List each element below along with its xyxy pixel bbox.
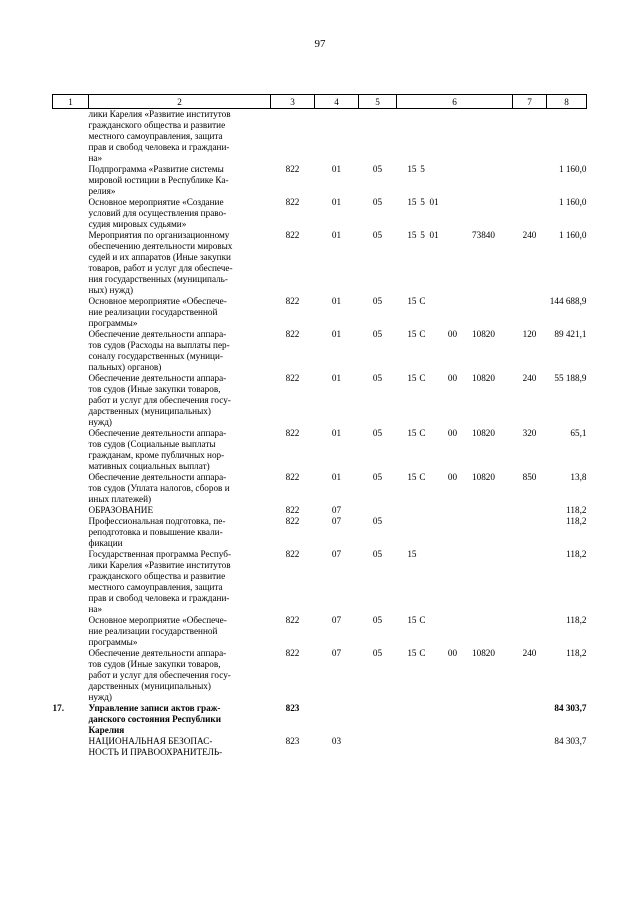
- description-line: прав и свобод человека и граждани-: [88, 142, 230, 152]
- row-description: [89, 373, 271, 428]
- amount: 118,2: [566, 516, 587, 526]
- description-line: программы»: [88, 637, 138, 647]
- department-code: 822: [285, 197, 300, 207]
- target-code-part: 15: [407, 329, 417, 339]
- expense-type-code: [513, 516, 547, 549]
- description-line: гражданам, кроме публичных нор-: [88, 450, 225, 460]
- section-code: 01: [331, 197, 342, 207]
- target-code-part: С: [419, 296, 426, 306]
- row-number: [53, 164, 89, 197]
- row-description: [89, 736, 271, 758]
- description-line: Основное мероприятие «Создание: [88, 197, 224, 207]
- description-line: Карелия: [88, 725, 125, 735]
- table-row: [53, 648, 587, 703]
- row-description: [89, 505, 271, 516]
- header-cell: 8: [547, 95, 587, 109]
- row-number: [53, 516, 89, 549]
- target-article-code: [397, 703, 513, 736]
- department-code: [271, 109, 315, 165]
- description-line: пальных) органов): [88, 362, 162, 372]
- amount: 118,2: [566, 615, 587, 625]
- description-line: Обеспечение деятельности аппара-: [88, 648, 227, 658]
- row-number: [53, 329, 89, 373]
- target-code-part: [464, 296, 504, 307]
- description-line: соналу государственных (муници-: [88, 351, 223, 361]
- budget-table: [52, 94, 587, 758]
- subsection-code: [359, 505, 397, 516]
- description-line: дарственных (муниципальных): [88, 681, 211, 691]
- target-code-part: 01: [429, 197, 439, 207]
- row-number: [53, 373, 89, 428]
- target-code-part: [429, 164, 442, 175]
- table-row: [53, 197, 587, 230]
- description-line: иных платежей): [88, 494, 152, 504]
- description-line: НАЦИОНАЛЬНАЯ БЕЗОПАС-: [88, 736, 213, 746]
- target-article-code: [397, 197, 513, 230]
- amount: 118,2: [566, 648, 587, 658]
- amount: 65,1: [570, 428, 587, 438]
- expense-type-code: 240: [522, 648, 537, 658]
- expense-type-code: [513, 296, 547, 329]
- section-code: 07: [331, 549, 342, 559]
- department-code: 822: [285, 549, 300, 559]
- description-line: Обеспечение деятельности аппара-: [88, 472, 227, 482]
- row-description: [89, 472, 271, 505]
- department-code: 822: [285, 428, 300, 438]
- expense-type-code: [513, 615, 547, 648]
- section-code: 01: [331, 329, 342, 339]
- section-code: 07: [331, 615, 342, 625]
- row-description: [89, 428, 271, 472]
- section-code: 01: [331, 164, 342, 174]
- section-code: 07: [331, 648, 342, 658]
- target-code-part: 15: [407, 373, 417, 383]
- header-cell: 2: [89, 95, 271, 109]
- row-description: [89, 296, 271, 329]
- target-code-part: [429, 648, 442, 659]
- header-cell: 7: [513, 95, 547, 109]
- target-code-part: 15: [407, 549, 417, 559]
- description-line: гражданского общества и развитие: [88, 120, 226, 130]
- description-line: ние реализации государственной: [88, 307, 218, 317]
- description-line: дарственных (муниципальных): [88, 406, 211, 416]
- table-row: [53, 164, 587, 197]
- row-number: [53, 428, 89, 472]
- department-code: 822: [285, 648, 300, 658]
- subsection-code: 05: [372, 549, 383, 559]
- header-cell: 4: [315, 95, 359, 109]
- target-article-code: [397, 472, 513, 505]
- description-line: местного самоуправления, защита: [88, 131, 223, 141]
- table-row: [53, 472, 587, 505]
- description-line: Обеспечение деятельности аппара-: [88, 373, 227, 383]
- subsection-code: 05: [372, 373, 383, 383]
- subsection-code: 05: [372, 164, 383, 174]
- target-code-part: 5: [420, 164, 425, 174]
- target-article-code: [397, 296, 513, 329]
- subsection-code: 05: [372, 230, 383, 240]
- department-code: 822: [285, 296, 300, 306]
- target-code-part: 00: [447, 373, 458, 383]
- amount: [547, 109, 587, 165]
- description-line: Обеспечение деятельности аппара-: [88, 428, 227, 438]
- target-article-code: [397, 428, 513, 472]
- subsection-code: 05: [372, 472, 383, 482]
- description-line: мировой юстиции в Республике Ка-: [88, 175, 229, 185]
- target-code-part: [417, 549, 429, 560]
- target-article-code: [397, 648, 513, 703]
- row-number: [53, 549, 89, 615]
- target-code-part: 15: [407, 197, 417, 207]
- section-code: 07: [331, 516, 342, 526]
- expense-type-code: 850: [522, 472, 537, 482]
- subsection-code: 05: [372, 329, 383, 339]
- description-line: реподготовка и повышение квали-: [88, 527, 223, 537]
- target-article-code: [397, 329, 513, 373]
- amount: 55 188,9: [554, 373, 587, 383]
- row-number: [53, 648, 89, 703]
- description-line: работ и услуг для обеспечения госу-: [88, 395, 231, 405]
- description-line: НОСТЬ И ПРАВООХРАНИТЕЛЬ-: [88, 747, 223, 757]
- target-code-part: С: [419, 648, 426, 658]
- table-row: [53, 549, 587, 615]
- target-article-code: [397, 109, 513, 165]
- description-line: Подпрограмма «Развитие системы: [88, 164, 224, 174]
- row-description: [89, 615, 271, 648]
- expense-type-code: 320: [522, 428, 537, 438]
- row-description: [89, 703, 271, 736]
- description-line: Профессиональная подготовка, пе-: [88, 516, 226, 526]
- target-code-part: 00: [447, 472, 458, 482]
- description-line: Основное мероприятие «Обеспече-: [88, 615, 227, 625]
- row-number: [53, 197, 89, 230]
- description-line: на»: [88, 153, 103, 163]
- description-line: тов судов (Уплата налогов, сборов и: [88, 483, 230, 493]
- target-code-part: [442, 197, 464, 208]
- target-article-code: [397, 505, 513, 516]
- row-description: [89, 109, 271, 165]
- target-code-part: [442, 296, 464, 307]
- target-code-part: [442, 164, 464, 175]
- subsection-code: 05: [372, 516, 383, 526]
- description-line: условий для осуществления право-: [88, 208, 227, 218]
- subsection-code: [359, 109, 397, 165]
- subsection-code: 05: [372, 428, 383, 438]
- amount: 84 303,7: [554, 703, 587, 713]
- target-code-part: 10820: [472, 428, 495, 438]
- description-line: обеспечению деятельности мировых: [88, 241, 233, 251]
- description-line: Мероприятия по организационному: [88, 230, 230, 240]
- target-code-part: 10820: [472, 648, 495, 658]
- table-row: [53, 516, 587, 549]
- target-code-part: [442, 615, 464, 626]
- department-code: 822: [285, 329, 300, 339]
- section-code: 01: [331, 428, 342, 438]
- target-code-part: 15: [407, 230, 417, 240]
- expense-type-code: [513, 736, 547, 758]
- target-code-part: С: [419, 373, 426, 383]
- amount: 13,8: [570, 472, 587, 482]
- description-line: гражданского общества и развитие: [88, 571, 226, 581]
- description-line: на»: [88, 604, 103, 614]
- row-description: [89, 230, 271, 296]
- department-code: 822: [285, 230, 300, 240]
- description-line: лики Карелия «Развитие институтов: [88, 560, 231, 570]
- expense-type-code: [513, 164, 547, 197]
- row-number: [53, 109, 89, 165]
- subsection-code: 05: [372, 648, 383, 658]
- header-cell: 1: [53, 95, 89, 109]
- header-cell: 3: [271, 95, 315, 109]
- table-row: [53, 230, 587, 296]
- target-code-part: 15: [407, 164, 417, 174]
- target-code-part: 10820: [472, 373, 495, 383]
- table-body: [53, 109, 587, 759]
- description-line: тов судов (Иные закупки товаров,: [88, 384, 221, 394]
- description-line: ние реализации государственной: [88, 626, 218, 636]
- row-number: [53, 230, 89, 296]
- row-description: [89, 164, 271, 197]
- section-code: 01: [331, 230, 342, 240]
- description-line: товаров, работ и услуг для обеспече-: [88, 263, 233, 273]
- section-code: 01: [331, 296, 342, 306]
- description-line: Государственная программа Респуб-: [88, 549, 232, 559]
- target-code-part: С: [419, 428, 426, 438]
- department-code: 822: [285, 373, 300, 383]
- target-code-part: 00: [447, 428, 458, 438]
- description-line: программы»: [88, 318, 138, 328]
- description-line: ных) нужд): [88, 285, 134, 295]
- amount: 144 688,9: [549, 296, 587, 306]
- row-description: [89, 516, 271, 549]
- description-line: лики Карелия «Развитие институтов: [88, 109, 231, 119]
- target-article-code: [397, 516, 513, 549]
- description-line: тов судов (Расходы на выплаты пер-: [88, 340, 230, 350]
- description-line: Основное мероприятие «Обеспече-: [88, 296, 227, 306]
- expense-type-code: [513, 549, 547, 615]
- target-code-part: 01: [429, 230, 439, 240]
- target-code-part: [429, 428, 442, 439]
- row-description: [89, 549, 271, 615]
- row-description: [89, 648, 271, 703]
- row-number: [53, 296, 89, 329]
- description-line: фикации: [88, 538, 123, 548]
- expense-type-code: [513, 109, 547, 165]
- table-row: [53, 428, 587, 472]
- department-code: 822: [285, 472, 300, 482]
- target-article-code: [397, 736, 513, 758]
- target-code-part: [442, 549, 464, 560]
- expense-type-code: 240: [522, 373, 537, 383]
- target-code-part: 15: [407, 296, 417, 306]
- table-row: [53, 703, 587, 736]
- row-description: [89, 329, 271, 373]
- target-code-part: 15: [407, 615, 417, 625]
- section-code: [315, 109, 359, 165]
- row-number: [53, 736, 89, 758]
- description-line: ОБРАЗОВАНИЕ: [88, 505, 154, 515]
- description-line: ния государственных (муниципаль-: [88, 274, 228, 284]
- expense-type-code: [513, 505, 547, 516]
- table-row: [53, 109, 587, 165]
- department-code: 823: [285, 736, 300, 746]
- target-code-part: 73840: [472, 230, 495, 240]
- target-code-part: 15: [407, 472, 417, 482]
- amount: 1 160,0: [558, 230, 587, 240]
- description-line: нужд): [88, 692, 112, 702]
- description-line: тов судов (Иные закупки товаров,: [88, 659, 221, 669]
- target-code-part: [429, 296, 442, 307]
- amount: 118,2: [566, 549, 587, 559]
- description-line: Обеспечение деятельности аппара-: [88, 329, 227, 339]
- target-code-part: [464, 549, 504, 560]
- target-code-part: С: [419, 329, 426, 339]
- target-code-part: [429, 373, 442, 384]
- header-cell: 6: [397, 95, 513, 109]
- row-number: [53, 505, 89, 516]
- row-number: 17.: [52, 703, 64, 713]
- target-code-part: С: [419, 472, 426, 482]
- row-number: [53, 615, 89, 648]
- target-article-code: [397, 373, 513, 428]
- table-row: [53, 505, 587, 516]
- description-line: судей и их аппаратов (Иные закупки: [88, 252, 231, 262]
- expense-type-code: [513, 703, 547, 736]
- table-row: [53, 615, 587, 648]
- expense-type-code: 240: [522, 230, 537, 240]
- department-code: 822: [285, 615, 300, 625]
- row-description: [89, 197, 271, 230]
- section-code: [315, 703, 359, 736]
- table-row: [53, 329, 587, 373]
- target-code-part: [429, 472, 442, 483]
- target-article-code: [397, 164, 513, 197]
- target-code-part: 15: [407, 648, 417, 658]
- target-code-part: [464, 164, 504, 175]
- target-code-part: [442, 230, 464, 241]
- table-row: [53, 296, 587, 329]
- table-row: [53, 373, 587, 428]
- target-code-part: С: [419, 615, 426, 625]
- target-code-part: 5: [420, 230, 425, 240]
- subsection-code: [359, 703, 397, 736]
- description-line: прав и свобод человека и граждани-: [88, 593, 230, 603]
- table-row: [53, 736, 587, 758]
- department-code: 822: [285, 516, 300, 526]
- target-code-part: [429, 329, 442, 340]
- header-cell: 5: [359, 95, 397, 109]
- target-code-part: [429, 549, 442, 560]
- table-header-row: [53, 95, 587, 109]
- target-code-part: 5: [420, 197, 425, 207]
- subsection-code: 05: [372, 197, 383, 207]
- target-article-code: [397, 549, 513, 615]
- section-code: 03: [331, 736, 342, 746]
- subsection-code: 05: [372, 296, 383, 306]
- description-line: работ и услуг для обеспечения госу-: [88, 670, 231, 680]
- description-line: Управление записи актов граж-: [88, 703, 221, 713]
- section-code: 07: [331, 505, 342, 515]
- description-line: данского состояния Республики: [88, 714, 222, 724]
- section-code: 01: [331, 472, 342, 482]
- description-line: местного самоуправления, защита: [88, 582, 223, 592]
- amount: 1 160,0: [558, 164, 587, 174]
- target-code-part: 15: [407, 428, 417, 438]
- target-code-part: 00: [447, 648, 458, 658]
- page-number: 97: [314, 38, 326, 50]
- target-code-part: 00: [447, 329, 458, 339]
- section-code: 01: [331, 373, 342, 383]
- row-number: [53, 472, 89, 505]
- target-code-part: [464, 197, 504, 208]
- department-code: 823: [285, 703, 300, 713]
- amount: 89 421,1: [554, 329, 587, 339]
- target-code-part: [429, 615, 442, 626]
- target-article-code: [397, 615, 513, 648]
- subsection-code: 05: [372, 615, 383, 625]
- description-line: нужд): [88, 417, 112, 427]
- department-code: 822: [285, 505, 300, 515]
- amount: 1 160,0: [558, 197, 587, 207]
- description-line: тов судов (Социальные выплаты: [88, 439, 216, 449]
- target-code-part: [464, 615, 504, 626]
- description-line: судия мировых судьями»: [88, 219, 187, 229]
- target-article-code: [397, 230, 513, 296]
- target-code-part: 10820: [472, 472, 495, 482]
- expense-type-code: 120: [522, 329, 537, 339]
- department-code: 822: [285, 164, 300, 174]
- description-line: релия»: [88, 186, 116, 196]
- expense-type-code: [513, 197, 547, 230]
- subsection-code: [359, 736, 397, 758]
- target-code-part: 10820: [472, 329, 495, 339]
- amount: 84 303,7: [554, 736, 587, 746]
- amount: 118,2: [566, 505, 587, 515]
- description-line: мативных социальных выплат): [88, 461, 210, 471]
